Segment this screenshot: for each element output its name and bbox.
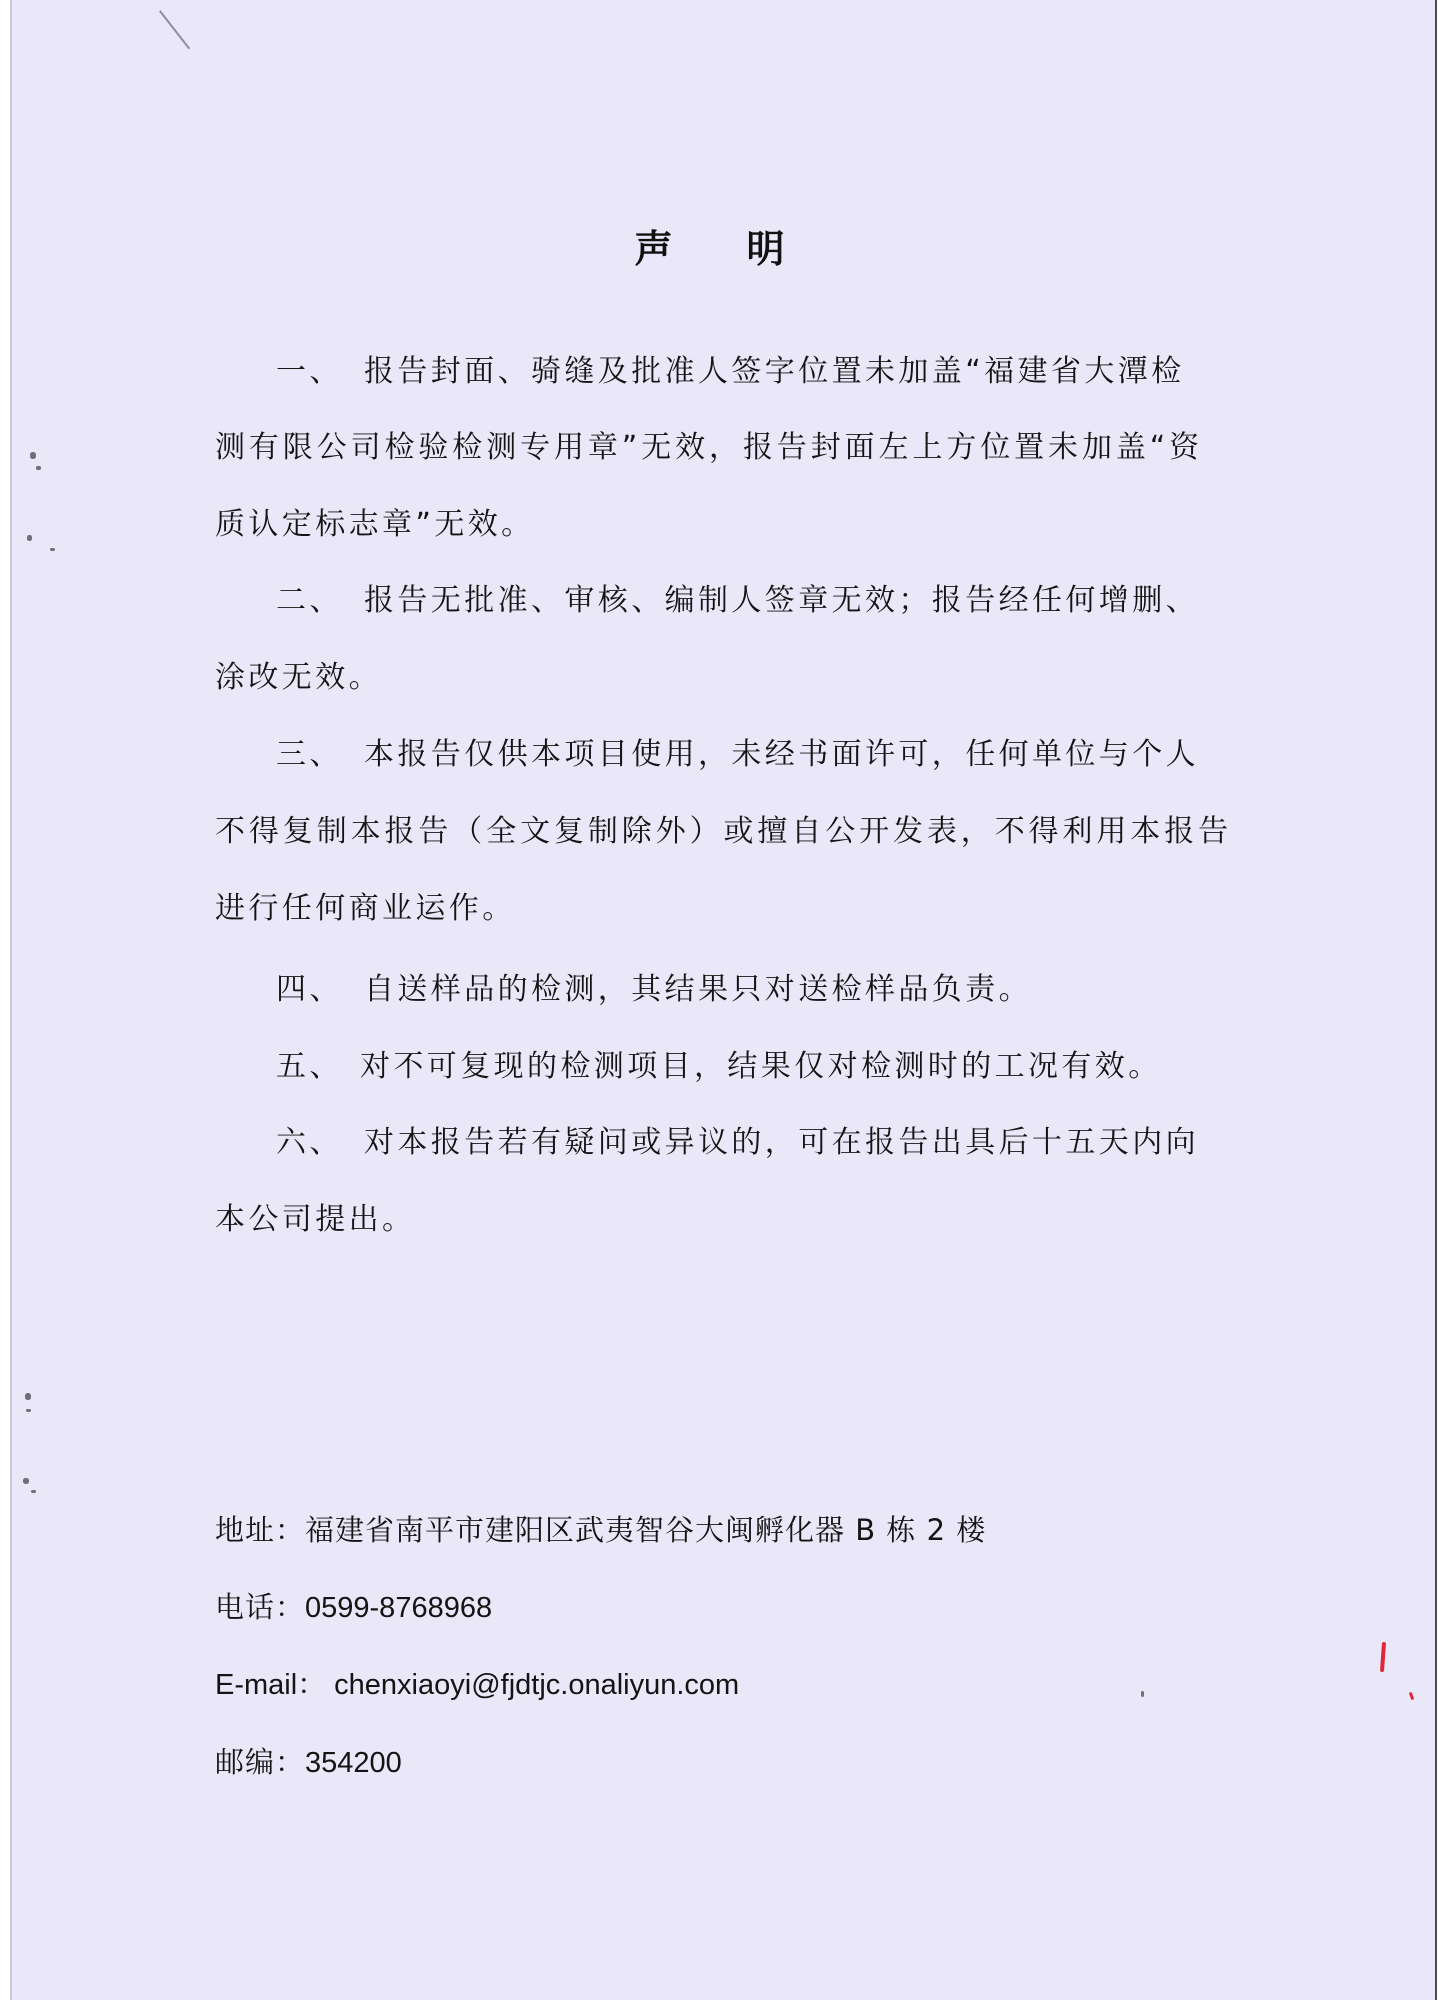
postcode-value: 354200: [305, 1747, 402, 1779]
paragraph-3-line-1: [276, 735, 1199, 775]
paragraph-number: 二、: [276, 583, 343, 618]
paragraph-number: 六、: [276, 1125, 343, 1160]
contact-postcode: [215, 1742, 402, 1783]
paragraph-text: 本公司提出。: [215, 1202, 416, 1237]
paragraph-text: 进行任何商业运作。: [215, 891, 516, 926]
scan-scratch: [159, 10, 190, 49]
address-label: 地址：: [215, 1513, 306, 1547]
paragraph-text: 涂改无效。: [215, 660, 382, 695]
paragraph-6-line-1: [276, 1123, 1199, 1163]
margin-speck: [50, 548, 55, 551]
red-ink-mark: [1409, 1692, 1415, 1701]
contact-phone: [215, 1587, 492, 1628]
paragraph-text: 对不可复现的检测项目，结果仅对检测时的工况有效。: [360, 1049, 1162, 1084]
phone-value: 0599-8768968: [305, 1592, 493, 1624]
title-char: 明: [746, 227, 785, 271]
address-value: 福建省南平市建阳区武夷智谷大闽孵化器 B 栋 2 楼: [305, 1513, 987, 1547]
paragraph-3-line-2: [215, 812, 1232, 852]
title-char: 声: [634, 227, 673, 271]
margin-speck: [31, 1490, 36, 1493]
paragraph-text: 报告无批准、审核、编制人签章无效；报告经任何增删、: [364, 583, 1199, 618]
paragraph-1-line-2: [215, 428, 1203, 468]
paragraph-number: 三、: [276, 737, 343, 772]
paragraph-number: 五、: [276, 1049, 343, 1084]
margin-speck: [1141, 1691, 1144, 1697]
paragraph-text: 不得复制本报告（全文复制除外）或擅自公开发表，不得利用本报告: [215, 814, 1232, 849]
email-value: chenxiaoyi@fjdtjc.onaliyun.com: [334, 1669, 740, 1701]
contact-address: [215, 1510, 986, 1550]
paragraph-number: 一、: [276, 354, 343, 389]
margin-speck: [23, 1478, 29, 1484]
margin-speck: [26, 1409, 31, 1412]
paragraph-3-line-3: [215, 889, 516, 929]
paragraph-2-line-2: [215, 658, 382, 698]
postcode-label: 邮编：: [215, 1745, 306, 1779]
margin-speck: [25, 1393, 31, 1400]
margin-speck: [27, 535, 32, 541]
paragraph-text: 质认定标志章”无效。: [215, 507, 535, 542]
margin-speck: [36, 466, 41, 470]
contact-email: [215, 1664, 739, 1705]
paragraph-number: 四、: [276, 972, 343, 1007]
paragraph-4-line-1: [276, 970, 1032, 1010]
email-label: E-mail：: [215, 1669, 327, 1701]
paragraph-1-line-3: [215, 505, 535, 545]
page-title: [0, 226, 1429, 272]
margin-speck: [30, 452, 36, 459]
red-ink-mark: [1380, 1642, 1386, 1672]
paragraph-text: 对本报告若有疑问或异议的，可在报告出具后十五天内向: [364, 1125, 1199, 1160]
paragraph-1-line-1: [276, 352, 1185, 392]
paragraph-5-line-1: [276, 1047, 1162, 1087]
paragraph-text: 本报告仅供本项目使用，未经书面许可，任何单位与个人: [364, 737, 1199, 772]
paragraph-text: 报告封面、骑缝及批准人签字位置未加盖“福建省大潭检: [364, 354, 1185, 389]
paragraph-2-line-1: [276, 581, 1199, 621]
paragraph-text: 测有限公司检验检测专用章”无效，报告封面左上方位置未加盖“资: [215, 430, 1204, 465]
paragraph-6-line-2: [215, 1200, 415, 1240]
paragraph-text: 自送样品的检测，其结果只对送检样品负责。: [364, 972, 1032, 1007]
phone-label: 电话：: [215, 1590, 306, 1624]
